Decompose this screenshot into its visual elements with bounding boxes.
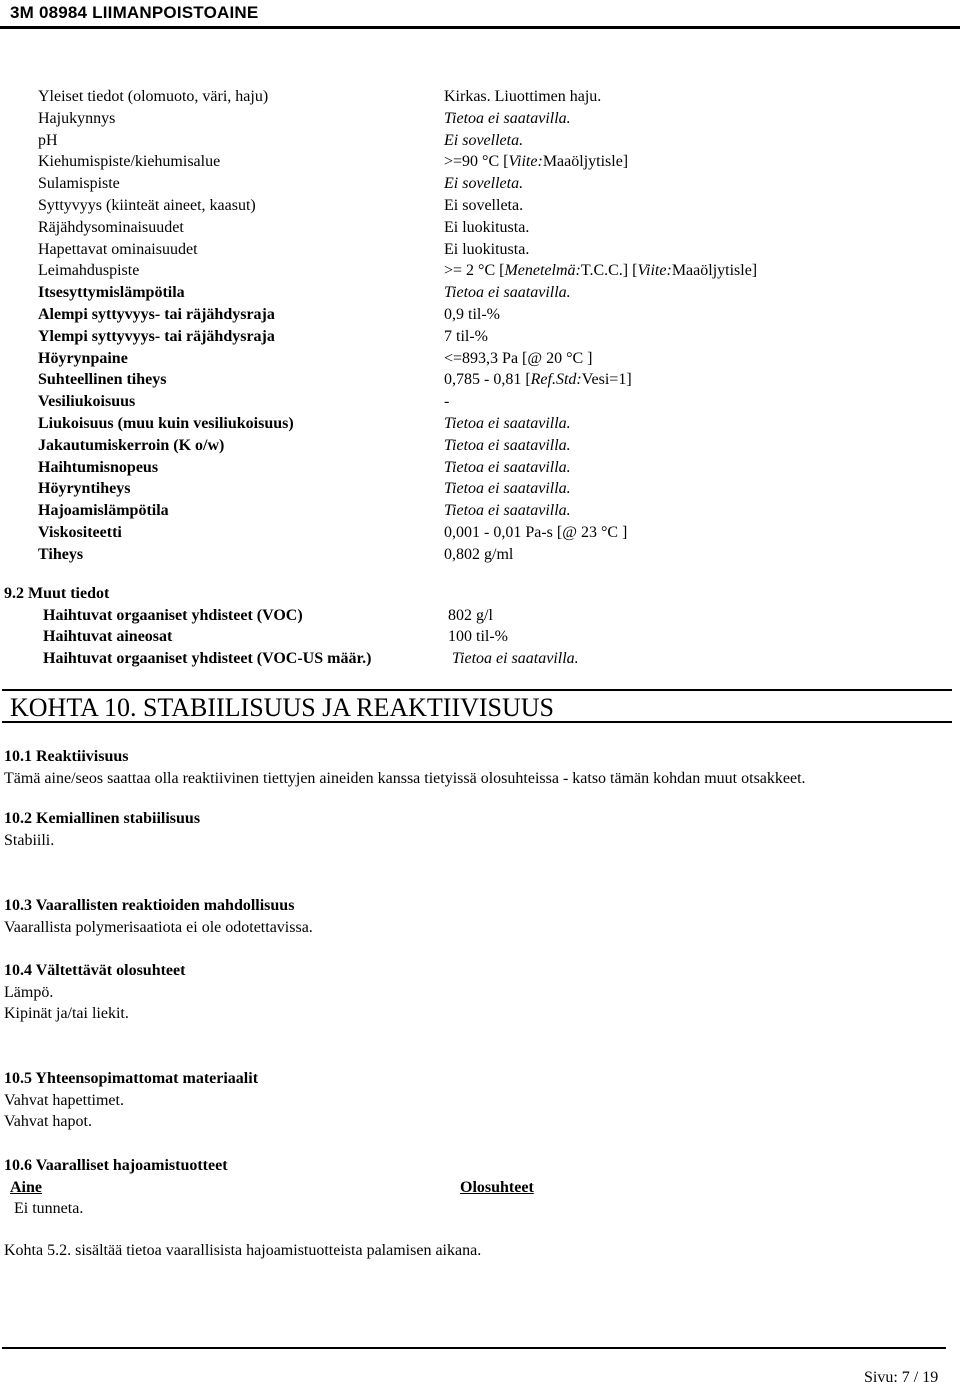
property-label: Kiehumispiste/kiehumisalue [38, 153, 221, 171]
page-number: Sivu: 7 / 19 [864, 1369, 939, 1386]
section-9-2-heading: 9.2 Muut tiedot [4, 585, 110, 602]
property-value: Tietoa ei saatavilla. [444, 414, 571, 432]
property-row [38, 130, 938, 152]
volatile-row [4, 626, 508, 648]
property-value: >= 2 °C [Menetelmä:T.C.C.] [Viite:Maaöljytisle] [444, 262, 758, 280]
section-10-1-text: Tämä aine/seos saattaa olla reaktiivinen tiettyjen aineiden kanssa tietyissä olosuhteissa - katso tämän kohdan muut otsakkeet. [4, 769, 806, 787]
property-value: Ei luokitusta. [444, 218, 530, 236]
property-label: Höyryntiheys [38, 480, 131, 498]
property-row [38, 86, 938, 108]
voc-label: Haihtuvat orgaaniset yhdisteet (VOC) [43, 606, 303, 624]
property-row [38, 326, 938, 348]
voc-us-label: Haihtuvat orgaaniset yhdisteet (VOC-US määr.) [43, 649, 372, 667]
property-row [38, 260, 938, 282]
properties-table [38, 86, 938, 566]
property-label: Yleiset tiedot (olomuoto, väri, haju) [38, 88, 269, 105]
section-10-6 [4, 1155, 904, 1220]
property-row [38, 457, 938, 479]
section-10-6-heading: 10.6 Vaaralliset hajoamistuotteet [4, 1157, 228, 1174]
section-9-2 [4, 583, 579, 669]
voc-us-row [4, 648, 579, 670]
section-10-6-note: Kohta 5.2. sisältää tietoa vaarallisista hajoamistuotteista palamisen aikana. [4, 1242, 482, 1259]
decomposition-table-header [4, 1177, 904, 1199]
property-row [38, 544, 938, 566]
voc-value: 802 g/l [448, 606, 493, 624]
property-label: Hajukynnys [38, 109, 116, 127]
property-row [38, 173, 938, 195]
property-label: Vesiliukoisuus [38, 393, 136, 411]
property-value: - [444, 393, 450, 411]
section-10-1-heading: 10.1 Reaktiivisuus [4, 748, 129, 765]
property-value: Ei sovelleta. [444, 175, 524, 193]
property-value: Tietoa ei saatavilla. [444, 109, 571, 127]
property-label: Suhteellinen tiheys [38, 371, 167, 389]
section-10-2-text: Stabiili. [4, 831, 55, 849]
property-label: Hapettavat ominaisuudet [38, 240, 198, 258]
property-label: Viskositeetti [38, 523, 122, 541]
property-value: Tietoa ei saatavilla. [444, 284, 571, 302]
property-value: Kirkas. Liuottimen haju. [444, 88, 602, 105]
property-label: Haihtumisnopeus [38, 458, 159, 476]
property-label: Leimahduspiste [38, 262, 140, 280]
section-10-2 [4, 808, 200, 851]
property-row [38, 435, 938, 457]
property-label: Liukoisuus (muu kuin vesiliukoisuus) [38, 414, 294, 432]
footer-rule [2, 1347, 946, 1349]
property-value: Tietoa ei saatavilla. [444, 436, 571, 454]
property-value: 7 til-% [444, 327, 488, 345]
property-label: Sulamispiste [38, 175, 120, 193]
property-label: Itsesyttymislämpötila [38, 284, 185, 302]
property-label: Höyrynpaine [38, 349, 128, 367]
property-label: Ylempi syttyvyys- tai räjähdysraja [38, 327, 275, 345]
voc-us-value: Tietoa ei saatavilla. [452, 649, 579, 667]
section-10-4 [4, 960, 185, 1025]
property-value: 0,802 g/ml [444, 545, 514, 563]
property-label: Räjähdysominaisuudet [38, 218, 184, 236]
section-10-5 [4, 1068, 258, 1133]
column-header-substance: Aine [10, 1178, 42, 1196]
property-value: Ei sovelleta. [444, 196, 524, 214]
property-value: Tietoa ei saatavilla. [444, 480, 571, 498]
section-10-4-heading: 10.4 Vältettävät olosuhteet [4, 962, 186, 979]
column-header-conditions: Olosuhteet [460, 1178, 534, 1196]
section-10-1 [4, 746, 806, 789]
section-10-4-line-2: Kipinät ja/tai liekit. [4, 1005, 129, 1022]
property-value: 0,9 til-% [444, 305, 500, 323]
section-10-5-line-2: Vahvat hapot. [4, 1113, 92, 1130]
property-row [38, 304, 938, 326]
property-value: Ei luokitusta. [444, 240, 530, 258]
property-row [38, 391, 938, 413]
property-row [38, 239, 938, 261]
property-label: Jakautumiskerroin (K o/w) [38, 436, 225, 454]
property-row [38, 217, 938, 239]
section-10-2-heading: 10.2 Kemiallinen stabiilisuus [4, 810, 201, 827]
property-row [38, 478, 938, 500]
volatile-label: Haihtuvat aineosat [43, 628, 173, 645]
section-10-banner [2, 689, 952, 723]
section-10-5-line-1: Vahvat hapettimet. [4, 1091, 124, 1109]
voc-row [4, 605, 493, 627]
property-label: pH [38, 131, 58, 149]
property-value: 0,001 - 0,01 Pa-s [@ 23 °C ] [444, 523, 628, 541]
section-10-3 [4, 895, 313, 938]
property-label: Syttyvyys (kiinteät aineet, kaasut) [38, 196, 256, 214]
property-label: Tiheys [38, 545, 84, 563]
property-row [38, 522, 938, 544]
header-rule [0, 26, 960, 29]
property-label: Hajoamislämpötila [38, 502, 169, 520]
property-label: Alempi syttyvyys- tai räjähdysraja [38, 305, 275, 323]
section-10-3-heading: 10.3 Vaarallisten reaktioiden mahdollisuus [4, 897, 295, 914]
property-value: 0,785 - 0,81 [Ref.Std:Vesi=1] [444, 371, 632, 389]
property-row [38, 151, 938, 173]
property-value: Tietoa ei saatavilla. [444, 502, 571, 520]
section-10-3-text: Vaarallista polymerisaatiota ei ole odotettavissa. [4, 918, 313, 936]
section-10-title: KOHTA 10. STABIILISUUS JA REAKTIIVISUUS [10, 693, 555, 722]
section-10-4-line-1: Lämpö. [4, 983, 54, 1001]
section-10-5-heading: 10.5 Yhteensopimattomat materiaalit [4, 1070, 259, 1087]
property-row [38, 108, 938, 130]
property-value: <=893,3 Pa [@ 20 °C ] [444, 349, 593, 367]
decomposition-table-value: Ei tunneta. [14, 1200, 84, 1217]
property-row [38, 348, 938, 370]
property-row [38, 369, 938, 391]
property-value: Tietoa ei saatavilla. [444, 458, 571, 476]
volatile-value: 100 til-% [448, 628, 508, 645]
property-row [38, 195, 938, 217]
property-value: Ei sovelleta. [444, 131, 524, 149]
property-row [38, 282, 938, 304]
property-value: >=90 °C [Viite:Maaöljytisle] [444, 153, 629, 171]
property-row [38, 500, 938, 522]
property-row [38, 413, 938, 435]
document-title: 3M 08984 LIIMANPOISTOAINE [10, 3, 259, 22]
